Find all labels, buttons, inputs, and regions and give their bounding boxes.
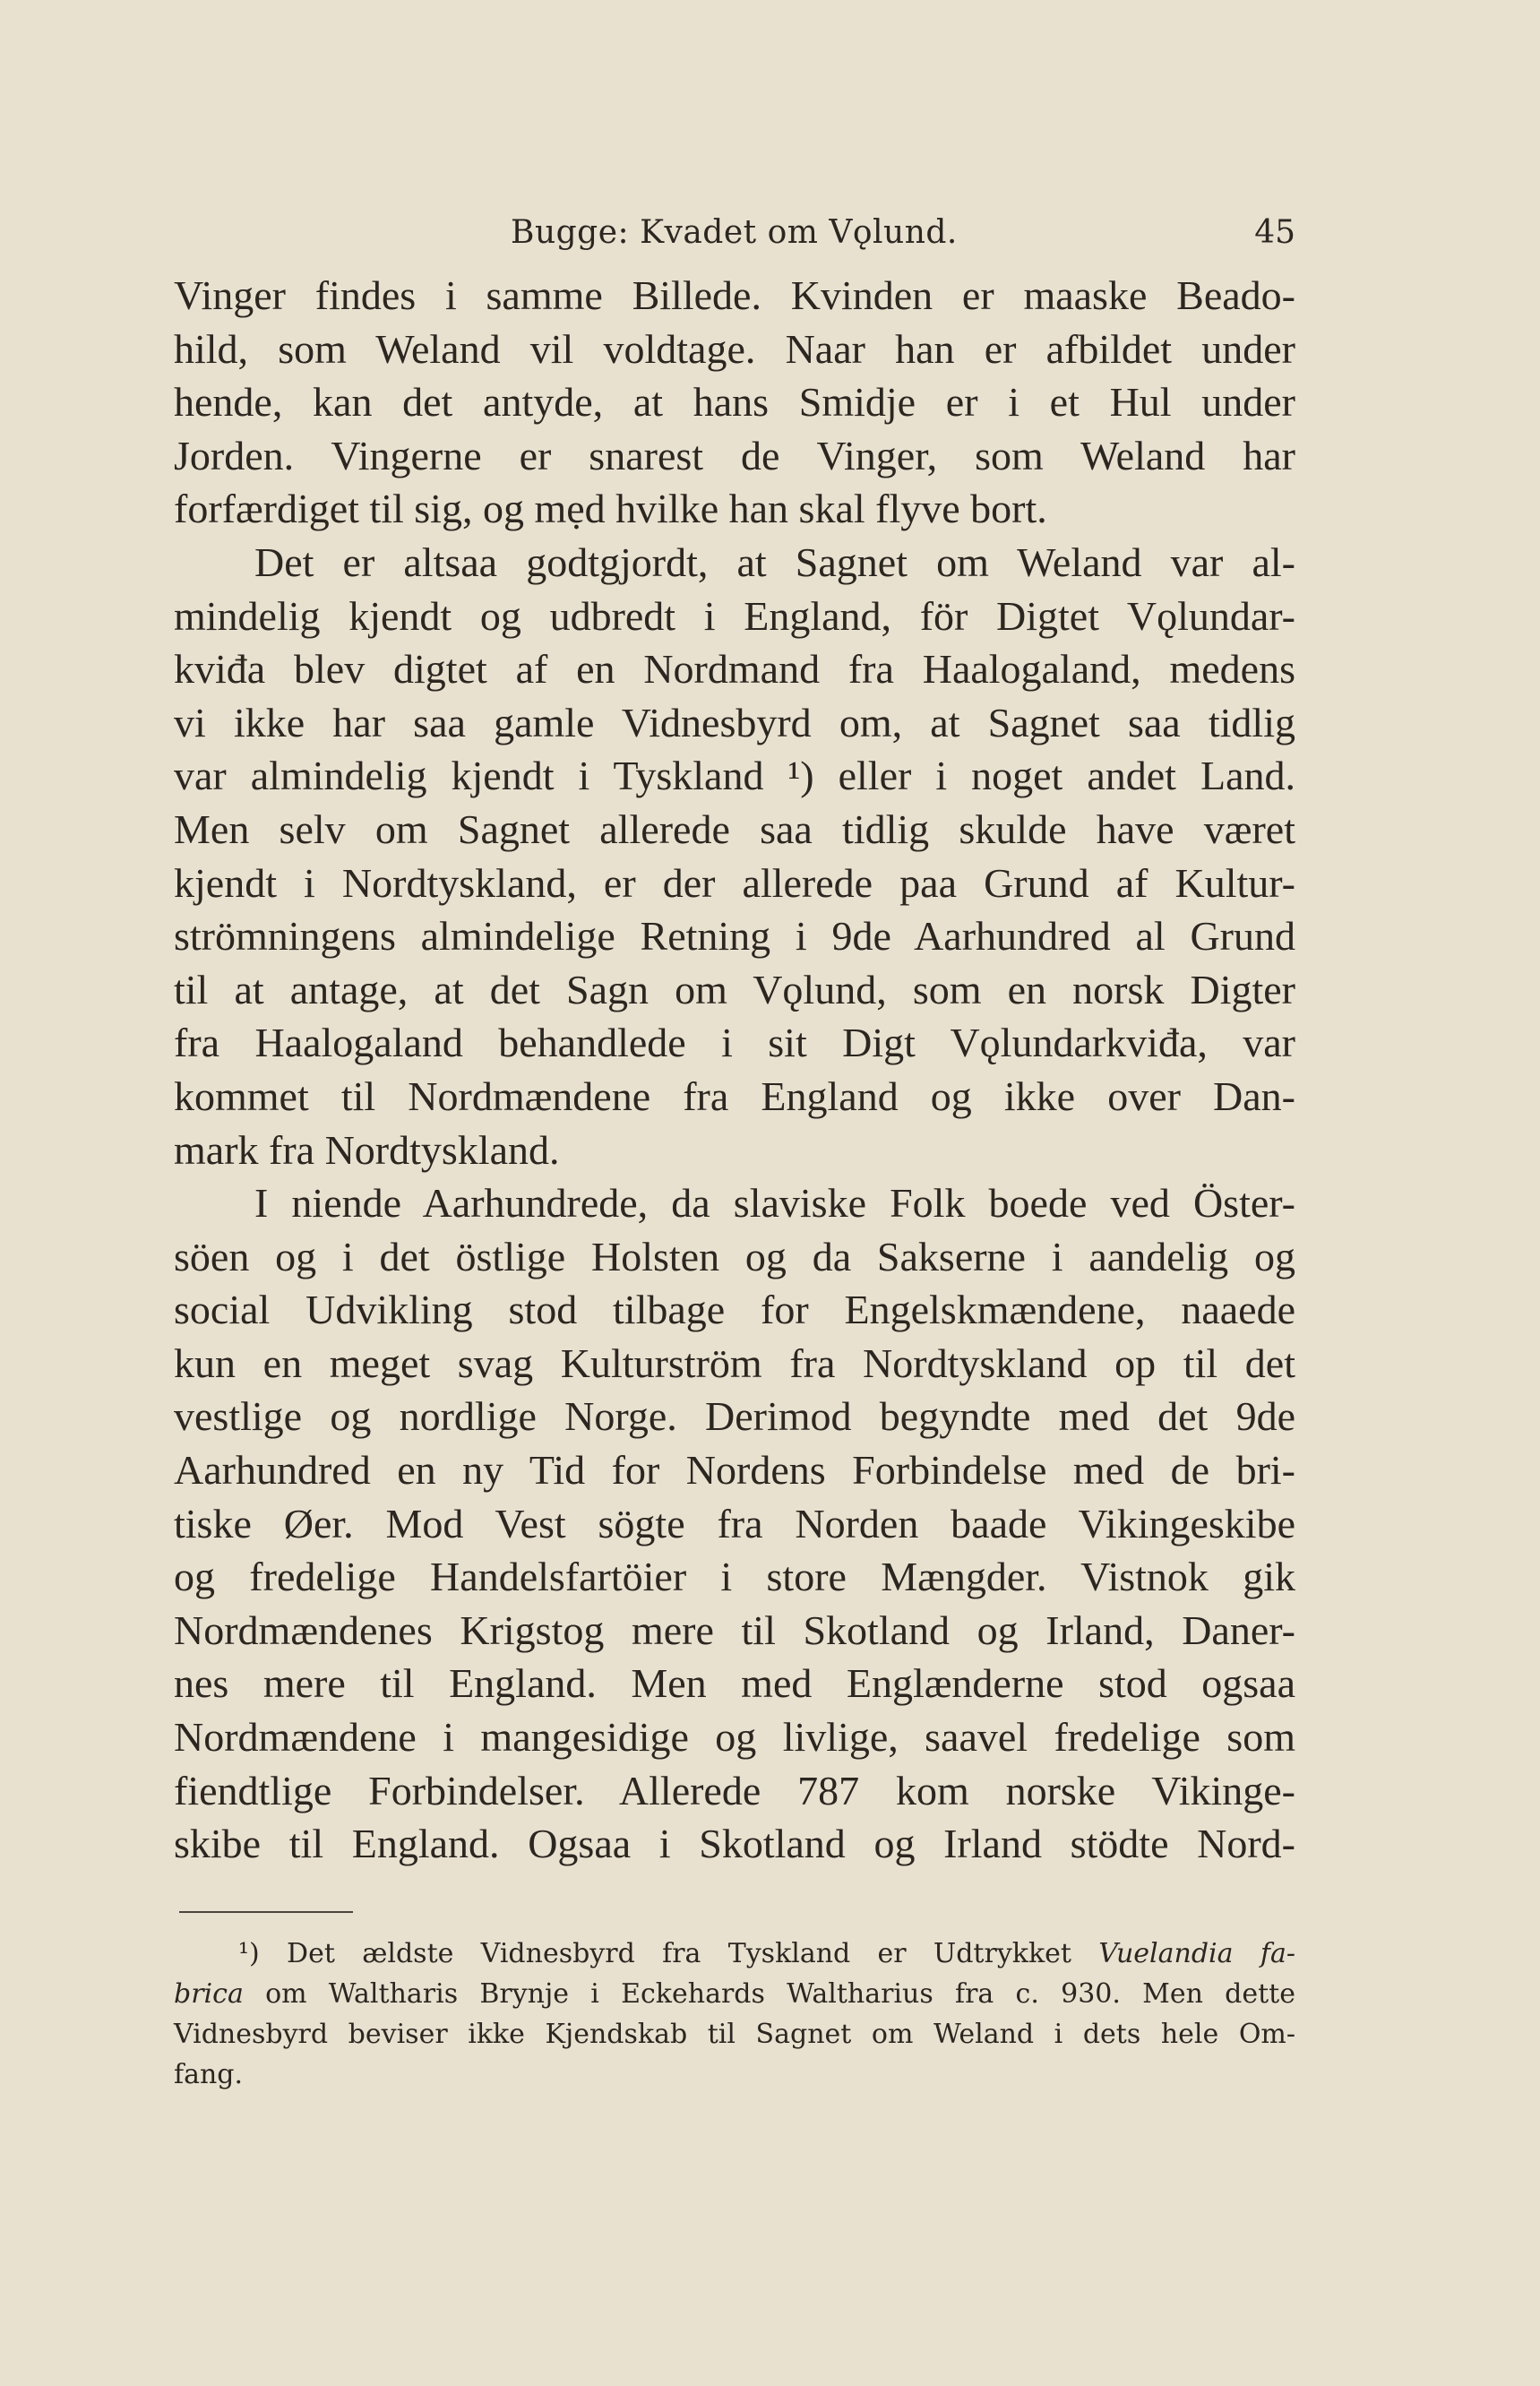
text-line: Men selv om Sagnet allerede saa tidlig skulde have været <box>174 805 1295 852</box>
text-line: til at antage, at det Sagn om Vǫlund, som en norsk Digter <box>174 966 1295 1012</box>
text-line: mark fra Nordtyskland. <box>174 1126 560 1173</box>
footnote-line: Vidnesbyrd beviser ikke Kjendskab til Sagnet om Weland i dets hele Om- <box>174 2019 1295 2050</box>
text-line: og fredelige Handelsfartöier i store Mængder. Vistnok gik <box>174 1554 1295 1600</box>
text-line: I niende Aarhundrede, da slaviske Folk boede ved Öster- <box>254 1180 1295 1227</box>
text-line: skibe til England. Ogsaa i Skotland og Irland stödte Nord- <box>174 1821 1295 1867</box>
text-line: kviđa blev digtet af en Nordmand fra Haalogaland, medens <box>174 646 1295 693</box>
footnote-italic-term: brica <box>174 1978 244 2010</box>
body-text <box>174 269 1295 1871</box>
text-line: var almindelig kjendt i Tyskland ¹) eller i noget andet Land. <box>174 753 1295 799</box>
footnote-line: fang. <box>174 2059 244 2090</box>
text-line: forfærdiget til sig, og mẹd hvilke han skal flyve bort. <box>174 486 1047 532</box>
text-line: kjendt i Nordtyskland, er der allerede paa Grund af Kultur- <box>174 859 1295 906</box>
text-line: vi ikke har saa gamle Vidnesbyrd om, at Sagnet saa tidlig <box>174 699 1295 745</box>
text-line: nes mere til England. Men med Englænderne stod ogsaa <box>174 1660 1295 1707</box>
footnote-italic-term: Vuelandia fa- <box>1098 1938 1295 1969</box>
text-line: mindelig kjendt og udbredt i England, för Digtet Vǫlundar- <box>174 592 1295 639</box>
page-header <box>179 208 1295 258</box>
text-line: Vinger findes i samme Billede. Kvinden er maaske Beado- <box>174 272 1295 318</box>
text-line: hild, som Weland vil voldtage. Naar han er afbildet under <box>174 325 1295 372</box>
footnote-line <box>174 1934 1295 1974</box>
footnote-marker: ¹) <box>238 1938 260 1969</box>
text-line: hende, kan det antyde, at hans Smidje er i et Hul under <box>174 379 1295 426</box>
text-line: Nordmændene i mangesidige og livlige, saavel fredelige som <box>174 1714 1295 1761</box>
text-line: Nordmændenes Krigstog mere til Skotland og Irland, Daner- <box>174 1606 1295 1653</box>
text-line: strömningens almindelige Retning i 9de Aarhundred al Grund <box>174 913 1295 960</box>
text-line: tiske Øer. Mod Vest sögte fra Norden baade Vikingeskibe <box>174 1500 1295 1546</box>
running-title: Bugge: Kvadet om Vǫlund. <box>511 214 958 251</box>
text-line: fiendtlige Forbindelser. Allerede 787 kom norske Vikinge- <box>174 1767 1295 1813</box>
footnote-text: Det ældste Vidnesbyrd fra Tyskland er Udtrykket <box>287 1938 1071 1969</box>
text-line: vestlige og nordlige Norge. Derimod begyndte med det 9de <box>174 1393 1295 1440</box>
text-line: Det er altsaa godtgjordt, at Sagnet om Weland var al- <box>254 538 1295 585</box>
page-number: 45 <box>1254 214 1295 251</box>
footnote-line <box>174 1974 1295 2014</box>
text-line: kun en meget svag Kulturström fra Nordtyskland op til det <box>174 1339 1295 1386</box>
footnote-text: om Waltharis Brynje i Eckehards Waltharius fra c. 930. Men dette <box>265 1978 1295 2010</box>
text-line: kommet til Nordmændene fra England og ikke over Dan- <box>174 1072 1295 1119</box>
text-line: Aarhundred en ny Tid for Nordens Forbindelse med de bri- <box>174 1447 1295 1494</box>
text-line: söen og i det östlige Holsten og da Sakserne i aandelig og <box>174 1233 1295 1279</box>
text-line: fra Haalogaland behandlede i sit Digt Vǫlundarkviđa, var <box>174 1020 1295 1066</box>
text-line: Jorden. Vingerne er snarest de Vinger, som Weland har <box>174 432 1295 478</box>
footnote <box>174 1934 1295 2095</box>
footnote-divider <box>179 1911 353 1913</box>
text-line: social Udvikling stod tilbage for Engelskmændene, naaede <box>174 1287 1295 1333</box>
